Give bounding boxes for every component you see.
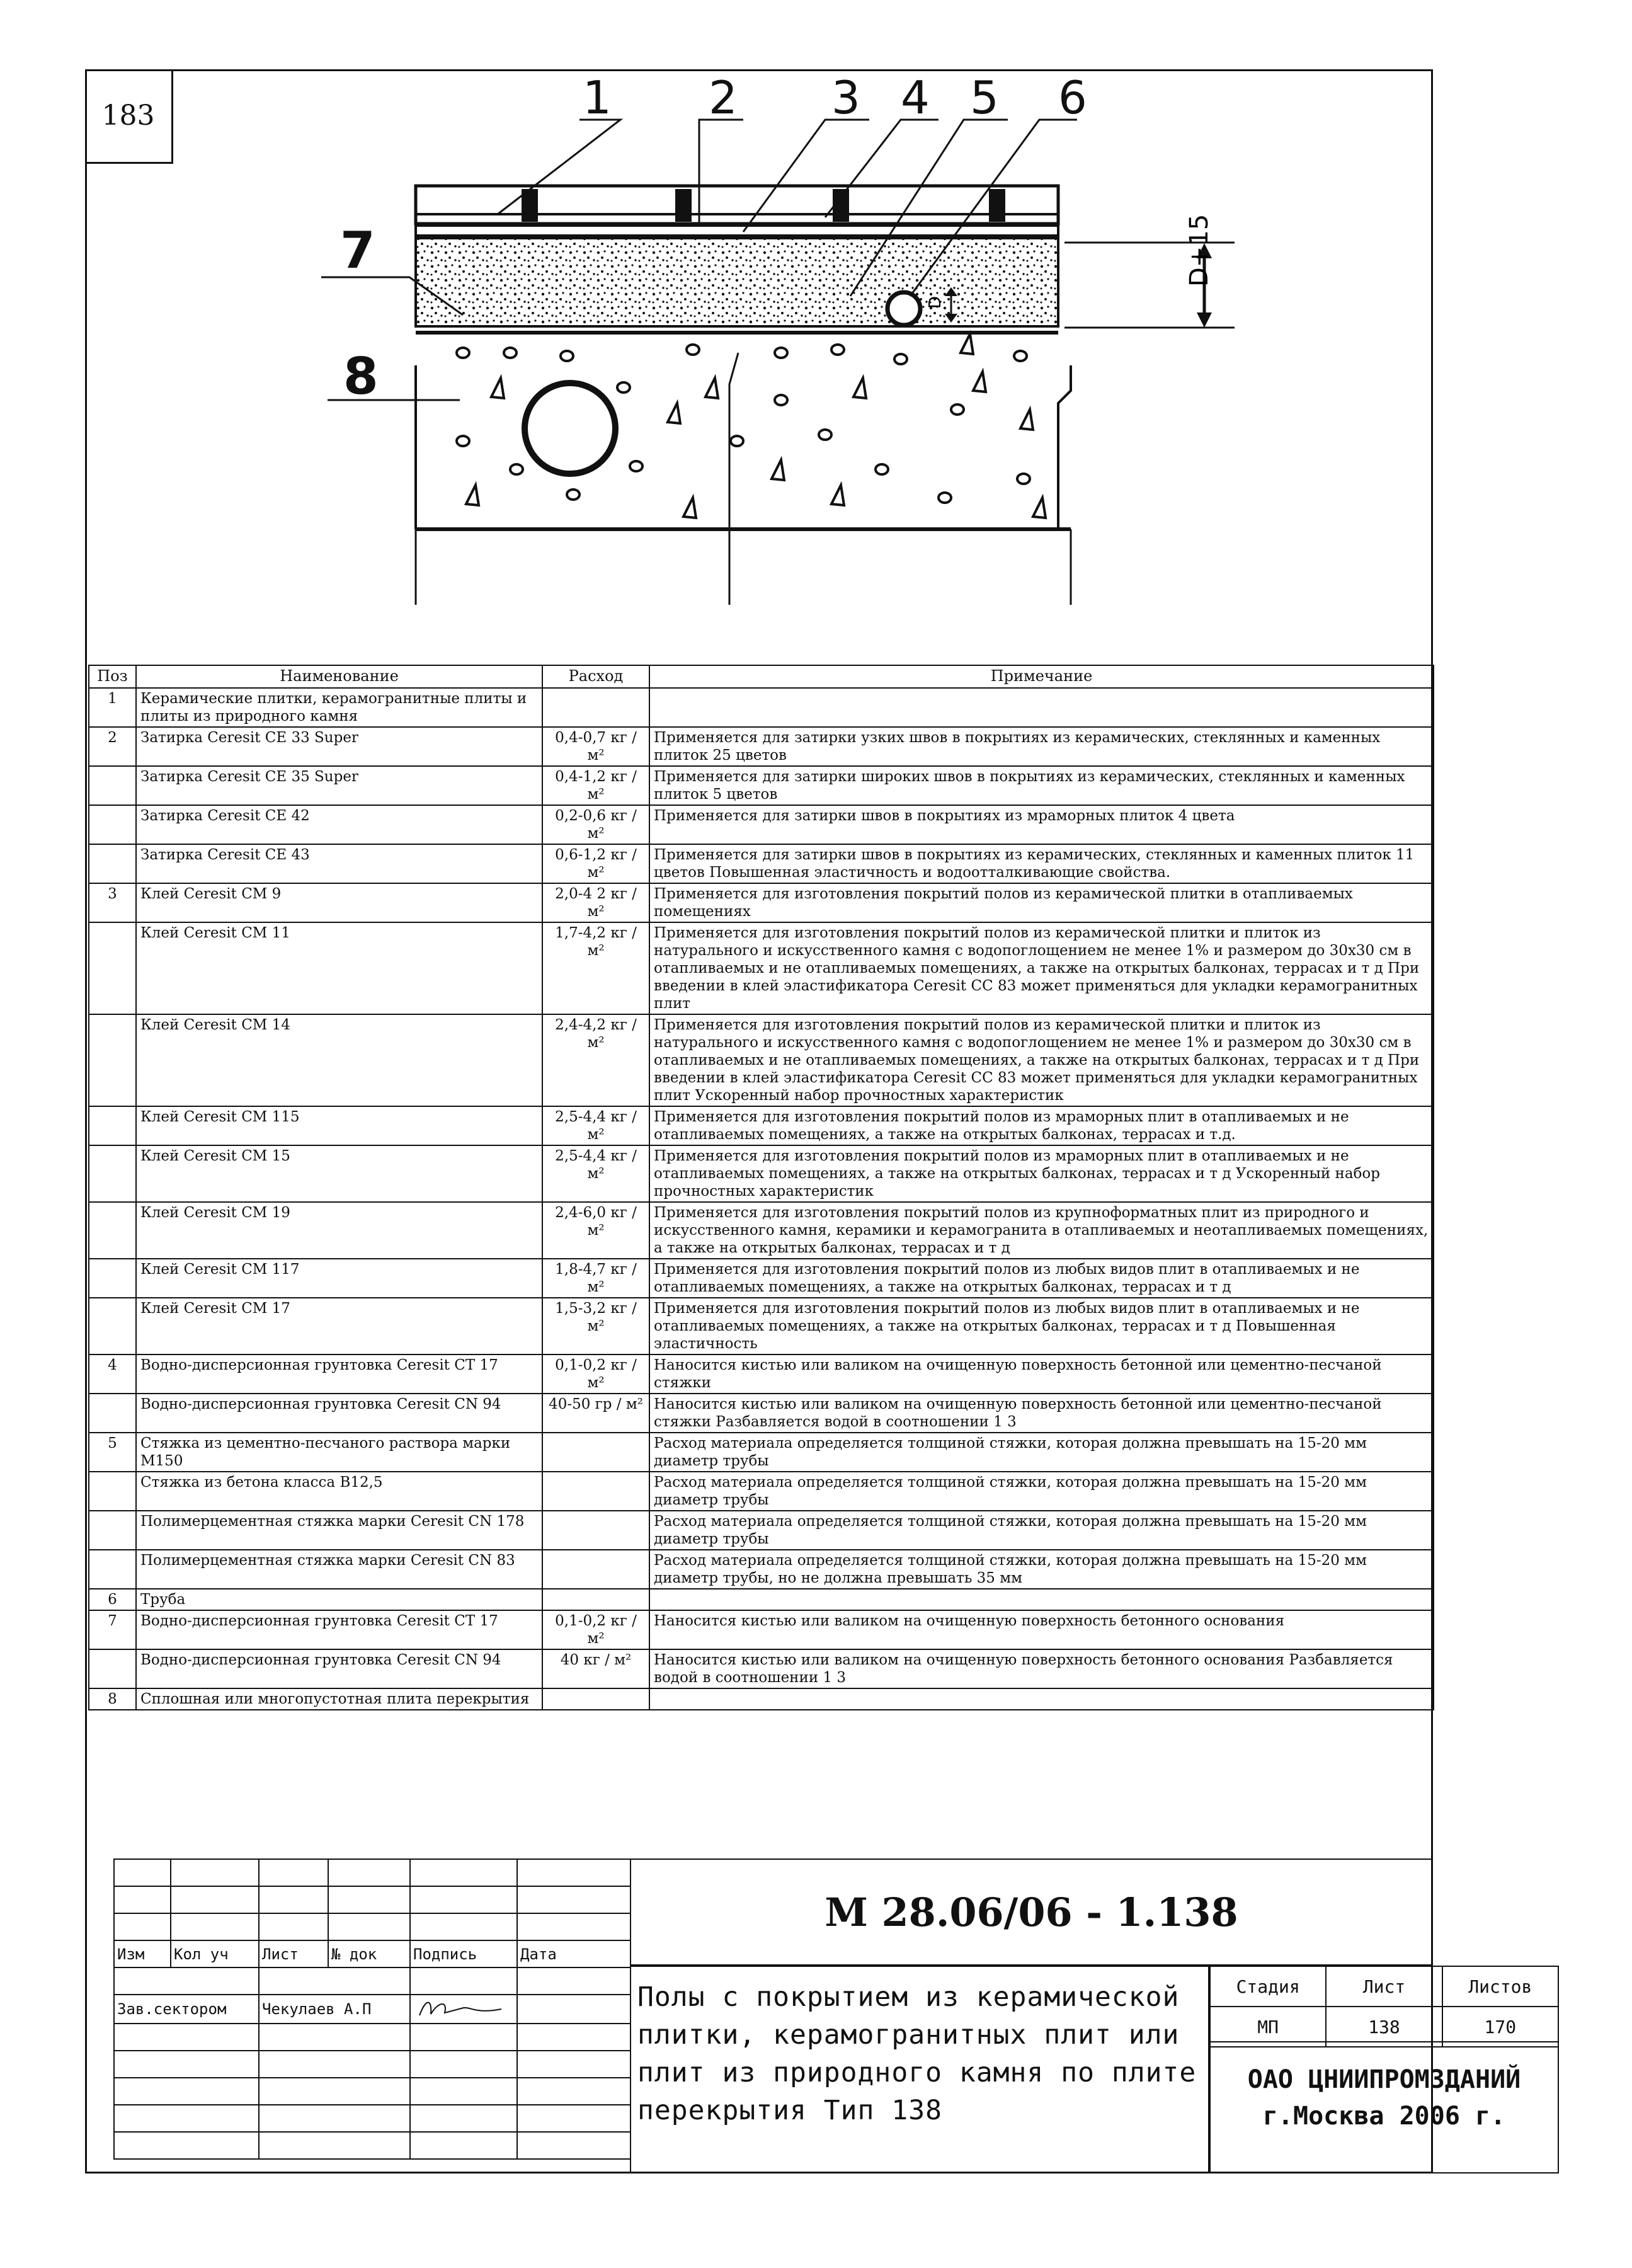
row-name: Стяжка из бетона класса B12,5 (136, 1472, 542, 1511)
row-note: Расход материала определяется толщиной стяжки, которая должна превышать на 15-20 мм диаметр трубы, но не должна превышать 35 мм (649, 1550, 1434, 1589)
row-position (89, 844, 136, 883)
row-position (89, 1259, 136, 1298)
pipe-dimension-label: D (926, 295, 945, 309)
row-position (89, 1298, 136, 1354)
row-consumption (542, 1589, 649, 1610)
screed-thickness-label: D+15 (1185, 214, 1214, 287)
table-row (89, 1649, 1434, 1688)
revision-header-row (114, 1940, 631, 1967)
table-row (89, 766, 1434, 805)
table-row (89, 922, 1434, 1014)
col-header-name: Наименование (136, 665, 542, 688)
row-note: Применяется для изготовления покрытий полов из любых видов плит в отапливаемых и не отапливаемых помещениях, а также на открытых балконах, террасах и т д Повышенная эластичность (649, 1298, 1434, 1354)
rev-col-sheet: Лист (259, 1940, 328, 1967)
row-name: Клей Ceresit CM 115 (136, 1106, 542, 1145)
callout-1: 1 (583, 71, 612, 124)
row-note: Применяется для затирки швов в покрытиях из керамических, стеклянных и каменных плиток 11 цветов Повышенная эластичность и водоотталкивающие свойства. (649, 844, 1434, 883)
callout-8: 8 (343, 347, 379, 406)
row-note: Наносится кистью или валиком на очищенную поверхность бетонного основания (649, 1610, 1434, 1649)
row-note: Применяется для затирки швов в покрытиях из мраморных плиток 4 цвета (649, 805, 1434, 844)
row-note: Применяется для изготовления покрытий полов из мраморных плит в отапливаемых и не отапливаемых помещениях, а также на открытых балконах, террасах и т д Ускоренный набор прочностных характеристик (649, 1145, 1434, 1202)
row-note: Применяется для изготовления покрытий полов из крупноформатных плит из природного и искусственного камня, керамики и керамогранита в отапливаемых и неотапливаемых помещениях, а также на открытых балконах, террасах и т д (649, 1202, 1434, 1259)
row-consumption: 0,4-1,2 кг / м² (542, 766, 649, 805)
row-name: Сплошная или многопустотная плита перекрытия (136, 1688, 542, 1710)
row-note: Наносится кистью или валиком на очищенную поверхность бетонного основания Разбавляется водой в соотношении 1 3 (649, 1649, 1434, 1688)
row-name: Керамические плитки, керамогранитные плиты и плиты из природного камня (136, 688, 542, 727)
row-name: Клей Ceresit CM 14 (136, 1014, 542, 1106)
row-name: Затирка Ceresit CE 42 (136, 805, 542, 844)
row-position: 1 (89, 688, 136, 727)
row-consumption (542, 688, 649, 727)
callout-6: 6 (1058, 71, 1087, 124)
table-row (89, 1511, 1434, 1550)
row-note: Применяется для изготовления покрытий полов из керамической плитки и плиток из натурального и искусственного камня с водопоглощением не менее 1% и размером до 30x30 см в отапливаемых и не отапливаемых помещениях, а также на открытых балконах, террасах и т д При введении в клей эластификатора Ceresit CC 83 может применяться для укладки керамогранитных плит (649, 922, 1434, 1014)
row-name: Водно-дисперсионная грунтовка Ceresit CN 94 (136, 1649, 542, 1688)
row-consumption: 2,5-4,4 кг / м² (542, 1145, 649, 1202)
table-row (89, 1610, 1434, 1649)
row-note: Применяется для затирки широких швов в покрытиях из керамических, стеклянных и каменных плиток 5 цветов (649, 766, 1434, 805)
row-consumption: 2,0-4 2 кг / м² (542, 883, 649, 922)
table-row (89, 1354, 1434, 1394)
table-row (89, 727, 1434, 766)
row-name: Водно-дисперсионная грунтовка Ceresit CN 94 (136, 1394, 542, 1433)
organization-name: ОАО ЦНИИПРОМЗДАНИЙ (1247, 2065, 1521, 2094)
row-position: 3 (89, 883, 136, 922)
table-row (89, 688, 1434, 727)
row-note (649, 1688, 1434, 1710)
row-position (89, 1202, 136, 1259)
row-name: Затирка Ceresit CE 43 (136, 844, 542, 883)
sheet-value: 138 (1326, 2007, 1442, 2047)
row-name: Клей Ceresit CM 117 (136, 1259, 542, 1298)
row-note: Наносится кистью или валиком на очищенную поверхность бетонной или цементно-песчаной стяжки (649, 1354, 1434, 1394)
row-position: 6 (89, 1589, 136, 1610)
document-code: M 28.06/06 - 1.138 (630, 1858, 1433, 1966)
row-note: Расход материала определяется толщиной стяжки, которая должна превышать на 15-20 мм диаметр трубы (649, 1511, 1434, 1550)
table-row (89, 1472, 1434, 1511)
signer-name: Чекулаев А.П (259, 1995, 410, 2024)
row-consumption: 2,4-4,2 кг / м² (542, 1014, 649, 1106)
row-consumption (542, 1433, 649, 1472)
materials-table (88, 665, 1434, 1710)
row-note: Применяется для изготовления покрытий полов из любых видов плит в отапливаемых и не отапливаемых помещениях, а также на открытых балконах, террасах и т д (649, 1259, 1434, 1298)
row-name: Водно-дисперсионная грунтовка Ceresit CT 17 (136, 1610, 542, 1649)
row-consumption: 0,6-1,2 кг / м² (542, 844, 649, 883)
row-consumption (542, 1511, 649, 1550)
row-consumption: 0,1-0,2 кг / м² (542, 1354, 649, 1394)
row-position (89, 1394, 136, 1433)
row-consumption: 1,8-4,7 кг / м² (542, 1259, 649, 1298)
row-position (89, 1014, 136, 1106)
row-position (89, 1106, 136, 1145)
rev-col-count: Кол уч (171, 1940, 259, 1967)
row-note (649, 1589, 1434, 1610)
row-name: Клей Ceresit CM 9 (136, 883, 542, 922)
table-row (89, 883, 1434, 922)
row-consumption: 40-50 гр / м² (542, 1394, 649, 1433)
organization (1209, 2041, 1559, 2174)
table-row (89, 1202, 1434, 1259)
rev-col-change: Изм (114, 1940, 171, 1967)
row-consumption: 1,7-4,2 кг / м² (542, 922, 649, 1014)
rev-col-doc: № док (328, 1940, 410, 1967)
row-position (89, 1145, 136, 1202)
row-note: Расход материала определяется толщиной стяжки, которая должна превышать на 15-20 мм диаметр трубы (649, 1472, 1434, 1511)
sheets-total-header: Листов (1442, 1966, 1558, 2007)
row-note: Наносится кистью или валиком на очищенную поверхность бетонной или цементно-песчаной стяжки Разбавляется водой в соотношении 1 3 (649, 1394, 1434, 1433)
callout-5: 5 (970, 71, 999, 124)
col-header-consumption: Расход (542, 665, 649, 688)
row-position: 5 (89, 1433, 136, 1472)
row-consumption: 0,4-0,7 кг / м² (542, 727, 649, 766)
table-row (89, 1145, 1434, 1202)
callout-2: 2 (709, 71, 738, 124)
row-consumption (542, 1688, 649, 1710)
revision-grid (113, 1858, 631, 2160)
row-position: 7 (89, 1610, 136, 1649)
materials-table-body (89, 688, 1434, 1710)
row-name: Затирка Ceresit CE 33 Super (136, 727, 542, 766)
stage-value: МП (1210, 2007, 1326, 2047)
row-name: Труба (136, 1589, 542, 1610)
callout-3: 3 (831, 71, 860, 124)
row-position (89, 1472, 136, 1511)
row-name: Клей Ceresit CM 11 (136, 922, 542, 1014)
stage-header: Стадия (1210, 1966, 1326, 2007)
row-consumption (542, 1550, 649, 1589)
row-consumption: 2,4-6,0 кг / м² (542, 1202, 649, 1259)
row-position (89, 766, 136, 805)
row-consumption: 40 кг / м² (542, 1649, 649, 1688)
table-row (89, 1550, 1434, 1589)
row-note: Применяется для изготовления покрытий полов из мраморных плит в отапливаемых и не отапливаемых помещениях, а также на открытых балконах, террасах и т.д. (649, 1106, 1434, 1145)
row-position: 4 (89, 1354, 136, 1394)
col-header-note: Примечание (649, 665, 1434, 688)
col-header-pos: Поз (89, 665, 136, 688)
row-note: Применяется для изготовления покрытий полов из керамической плитки в отапливаемых помещениях (649, 883, 1434, 922)
document-title: Полы с покрытием из керамической плитки, керамогранитных плит или плит из природного камня по плите перекрытия Тип 138 (630, 1966, 1209, 2174)
row-note: Применяется для затирки узких швов в покрытиях из керамических, стеклянных и каменных плиток 25 цветов (649, 727, 1434, 766)
sheet-header: Лист (1326, 1966, 1442, 2007)
organization-city-year: г.Москва 2006 г. (1262, 2102, 1506, 2131)
row-note: Применяется для изготовления покрытий полов из керамической плитки и плиток из натурального и искусственного камня с водопоглощением не менее 1% и размером до 30x30 см в отапливаемых и не отапливаемых помещениях, а также на открытых балконах, террасах и т д При введении в клей эластификатора Ceresit CC 83 может применяться для укладки керамогранитных плит Ускоренный набор прочностных характеристик (649, 1014, 1434, 1106)
row-position (89, 1550, 136, 1589)
title-block (113, 1858, 1532, 2174)
table-row (89, 844, 1434, 883)
callout-7: 7 (340, 221, 375, 280)
page-number: 183 (85, 69, 173, 164)
rev-col-signature: Подпись (410, 1940, 517, 1967)
row-consumption: 1,5-3,2 кг / м² (542, 1298, 649, 1354)
row-name: Полимерцементная стяжка марки Ceresit CN 178 (136, 1511, 542, 1550)
table-row (89, 1259, 1434, 1298)
row-name: Клей Ceresit CM 15 (136, 1145, 542, 1202)
row-name: Клей Ceresit CM 17 (136, 1298, 542, 1354)
row-name: Полимерцементная стяжка марки Ceresit CN 83 (136, 1550, 542, 1589)
row-position (89, 1511, 136, 1550)
signer-role: Зав.сектором (114, 1995, 259, 2024)
table-row (89, 805, 1434, 844)
row-note: Расход материала определяется толщиной стяжки, которая должна превышать на 15-20 мм диаметр трубы (649, 1433, 1434, 1472)
row-name: Стяжка из цементно-песчаного раствора марки M150 (136, 1433, 542, 1472)
row-name: Водно-дисперсионная грунтовка Ceresit CT 17 (136, 1354, 542, 1394)
row-position (89, 805, 136, 844)
floor-section-drawing (0, 0, 1632, 668)
table-header-row (89, 665, 1434, 688)
table-row (89, 1433, 1434, 1472)
row-consumption: 0,1-0,2 кг / м² (542, 1610, 649, 1649)
row-position: 8 (89, 1688, 136, 1710)
row-position (89, 1649, 136, 1688)
row-name: Затирка Ceresit CE 35 Super (136, 766, 542, 805)
signature-mark (410, 1995, 517, 2024)
table-row (89, 1014, 1434, 1106)
table-row (89, 1589, 1434, 1610)
row-position: 2 (89, 727, 136, 766)
row-name: Клей Ceresit CM 19 (136, 1202, 542, 1259)
table-row (89, 1106, 1434, 1145)
callout-4: 4 (901, 71, 930, 124)
sheets-total-value: 170 (1442, 2007, 1558, 2047)
row-note (649, 688, 1434, 727)
stage-table (1209, 1966, 1559, 2048)
row-consumption: 0,2-0,6 кг / м² (542, 805, 649, 844)
rev-col-date: Дата (517, 1940, 631, 1967)
row-position (89, 922, 136, 1014)
row-consumption (542, 1472, 649, 1511)
table-row (89, 1394, 1434, 1433)
row-consumption: 2,5-4,4 кг / м² (542, 1106, 649, 1145)
table-row (89, 1298, 1434, 1354)
table-row (89, 1688, 1434, 1710)
